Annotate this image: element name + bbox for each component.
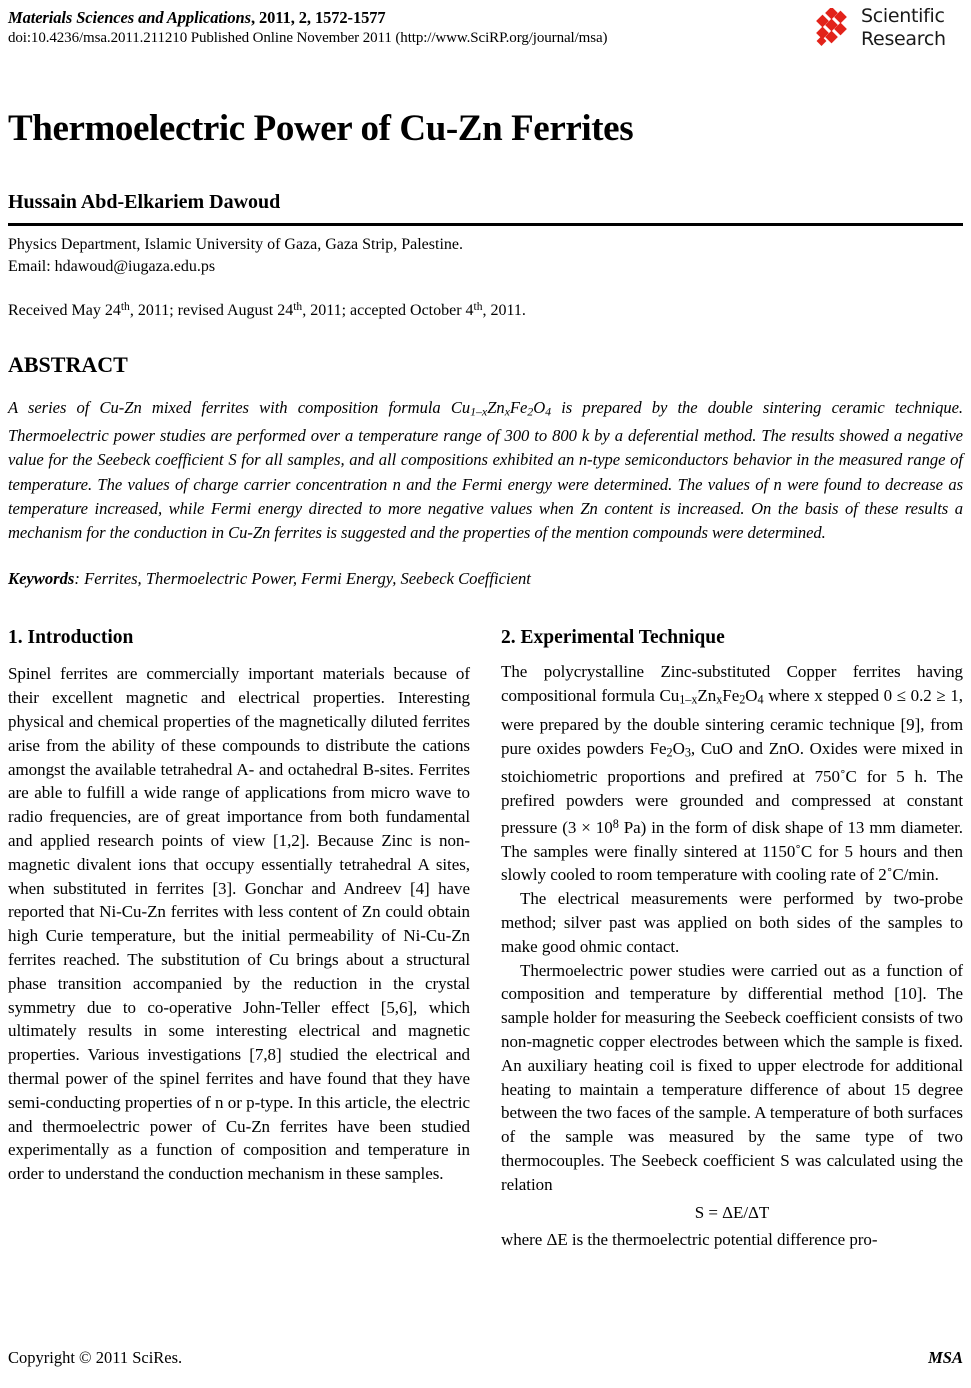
dates-ordinal-1: th (120, 301, 130, 313)
experimental-paragraph-2: The electrical measurements were performed by two-probe method; silver past was applied on both sides of the samples to make good ohmic contact. (501, 889, 963, 956)
exp-p1-part-b: Zn (697, 686, 717, 706)
dates-ordinal-3: th (473, 301, 483, 313)
paper-title: Thermoelectric Power of Cu-Zn Ferrites (8, 108, 634, 149)
running-head (8, 5, 963, 62)
copyright-notice: Copyright © 2011 SciRes. (8, 1348, 183, 1367)
exp-p1-sub-3: 2 (739, 692, 746, 707)
logo-line-scientific: Scientific (861, 5, 945, 27)
journal-volume-pages: , 2011, 2, 1572-1577 (250, 8, 386, 27)
experimental-paragraph-1 (501, 660, 963, 887)
dates-year: , 2011. (482, 301, 526, 319)
affiliation-line: Physics Department, Islamic University of Gaza, Gaza Strip, Palestine. (8, 236, 463, 253)
exp-p1-part-h: Pa) in the form of disk shape of 13 mm diameter. The samples were finally sintered at 1150˚C for 5 hours and then slowly cooled to room temperature with cooling rate of 2˚C/min. (501, 817, 964, 885)
doi-line: doi:10.4236/msa.2011.211210 Published Online November 2011 (http://www.SciRP.org/journal/msa) (8, 30, 608, 46)
abstract-sub-3: 2 (527, 404, 534, 419)
exp-p1-part-e: where x stepped 0 ≤ 0.2 ≥ 1, were prepared by the double sintering ceramic technique [9], from pure oxides powders Fe (501, 686, 964, 758)
abstract-part-4: O (533, 398, 546, 418)
section-heading-introduction: 1. Introduction (8, 627, 134, 649)
abstract-part-2: Zn (487, 398, 505, 418)
section-heading-experimental: 2. Experimental Technique (501, 627, 725, 649)
exp-p1-sub-4: 4 (757, 692, 764, 707)
keywords-label: Keywords (8, 569, 75, 589)
body-columns (8, 626, 963, 1252)
scientific-research-logo (811, 6, 963, 56)
exp-p1-sub-2: x (716, 692, 723, 707)
keywords-values: Ferrites, Thermoelectric Power, Fermi Energy, Seebeck Coefficient (84, 569, 531, 589)
exp-p1-part-a: The polycrystalline Zinc-substituted Copper ferrites having compositional formula Cu (501, 662, 963, 706)
exp-p1-sup-1: 8 (612, 816, 619, 831)
exp-p1-sub-6: 3 (684, 745, 691, 760)
abstract-part-3: Fe (509, 398, 528, 418)
dates-ordinal-2: th (293, 301, 303, 313)
exp-p1-sub-5: 2 (666, 745, 673, 760)
running-head-text (8, 8, 828, 48)
abstract-part-5: is prepared by the double sintering ceramic technique. Thermoelectric power studies are performed over a temperature range of 300 to 800 k by a deferential method. The results showed a negative value for the Seebeck coefficient S for all samples, and all compositions exhibited an n-type semiconductors behavior in the measured range of temperature. The values of charge carrier concentration n and the Fermi energy were determined. The values of n were found to decrease as temperature increased, while Fermi energy directed to more negative values when Zn content is increased. On the basis of these results a mechanism for the conduction in Cu-Zn ferrites is suggested and the properties of the mention compounds were determined. (8, 398, 963, 543)
abstract-sub-4: 4 (545, 404, 552, 419)
column-left (8, 626, 470, 1252)
dates-accepted: , 2011; accepted October 4 (302, 301, 474, 319)
page-content (8, 5, 964, 1252)
dates-received: Received May 24 (8, 301, 121, 319)
author-email: Email: hdawoud@iugaza.edu.ps (8, 257, 216, 275)
exp-p1-part-g: , CuO and ZnO. Oxides were mixed in stoichiometric proportions and prefired at 750˚C for 5 h. The prefired powders were grounded and compressed at constant pressure (3 × 10 (501, 738, 963, 837)
title-rule (8, 223, 963, 226)
page-footer (8, 1348, 963, 1368)
logo-line-research: Research (861, 28, 946, 50)
experimental-paragraph-3: Thermoelectric power studies were carried out as a function of composition and temperature by differential method [10]. The sample holder for measuring the Seebeck coefficient consists of two non-magnetic copper electrodes between which the sample is fixed. An auxiliary heating coil is fixed to upper electrode for additional heating to maintain a temperature difference of about 15 degree between the two faces of the sample. A temperature of both surfaces of the sample was measured by the same type of two thermocouples. The Seebeck coefficient S was calculated using the relation (501, 960, 963, 1194)
abstract-sub-1: 1–x (470, 404, 488, 419)
exp-p1-part-d: O (745, 686, 758, 706)
journal-name: Materials Sciences and Applications (8, 8, 251, 27)
journal-abbreviation: MSA (928, 1348, 963, 1367)
diamond-grid-icon (811, 8, 857, 48)
keywords-separator: : (74, 569, 85, 589)
keywords-line (8, 567, 963, 591)
abstract-heading: ABSTRACT (8, 351, 128, 377)
affiliation-block (8, 234, 963, 277)
abstract-text (8, 396, 963, 545)
journal-citation-line (8, 8, 828, 28)
intro-paragraph-1: Spinel ferrites are commercially important materials because of their excellent magnetic and electrical properties. Interesting physical and chemical properties of the magnetically diluted ferrites arise from the ability of these compounds to distribute the cations amongst the available tetrahedral A- and octahedral B-sites. Ferrites are able to fulfill a wide range of applications from micro wave to radio frequencies, are of great importance from both fundamental and applied research points of view [1,2]. Because Zinc is non-magnetic divalent ions that occupy essentially tetrahedral A sites, when substituted in ferrites [3]. Gonchar and Andreev [4] have reported that Ni-Cu-Zn ferrites with less content of Zn could obtain high Curie temperature, but the initial permeability of Ni-Cu-Zn ferrites reached. The substitution of Cu brings about a structural phase transition accompanied by the reduction in the crystal symmetry due to co-operative John-Teller effect [5,6], which ultimately results in some interesting electrical and magnetic properties. Various investigations [7,8] studied the electrical and thermal power of the spinel ferrites and have found that they have semi-conducting properties of n or p-type. In this article, the electric and thermoelectric power of Cu-Zn ferrites have been studied experimentally as a function of composition and temperature in order to understand the conduction mechanism in these samples. (8, 664, 470, 1184)
exp-p1-part-c: Fe (722, 686, 740, 706)
seebeck-equation: S = ΔE/ΔT (694, 1202, 770, 1222)
exp-p1-part-f: O (672, 738, 685, 758)
experimental-paragraph-4: where ΔE is the thermoelectric potential difference pro- (501, 1230, 878, 1250)
logo-wordmark (861, 5, 946, 51)
column-right (501, 626, 963, 1252)
author-name: Hussain Abd-Elkariem Dawoud (8, 191, 281, 213)
submission-dates (8, 297, 963, 321)
abstract-sub-2: x (504, 404, 510, 419)
abstract-part-1: A series of Cu-Zn mixed ferrites with composition formula Cu (8, 398, 471, 418)
dates-revised: , 2011; revised August 24 (129, 301, 294, 319)
exp-p1-sub-1: 1–x (679, 692, 698, 707)
